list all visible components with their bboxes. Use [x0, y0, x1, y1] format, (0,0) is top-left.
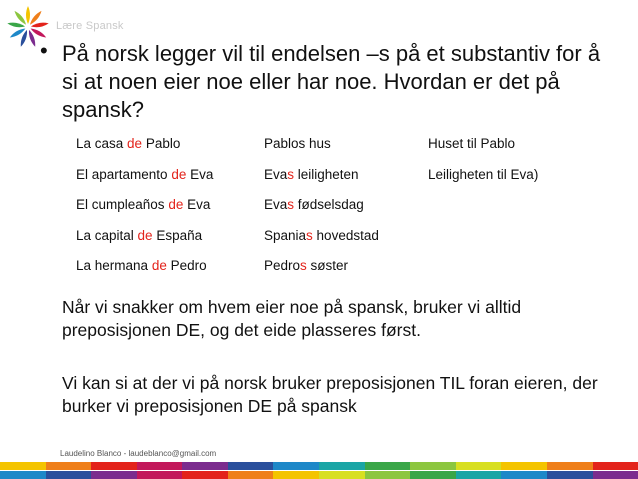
color-stripe-top	[0, 462, 638, 470]
stripe-segment	[46, 471, 92, 479]
spanish-phrase: El apartamento de Eva	[76, 166, 214, 182]
stripe-segment	[182, 462, 228, 470]
color-stripe-bottom	[0, 471, 638, 479]
stripe-segment	[501, 462, 547, 470]
norwegian-til: Huset til Pablo	[428, 136, 516, 151]
spanish-phrase: La casa de Pablo	[76, 136, 181, 151]
spanish-phrase: El cumpleaños de Eva	[76, 197, 211, 212]
highlight-de: de	[168, 197, 184, 212]
highlight-de: de	[127, 136, 143, 151]
bullet-point: •	[40, 38, 48, 63]
norwegian-genitive: Pablos hus	[264, 136, 331, 151]
highlight-de: de	[137, 227, 153, 243]
stripe-segment	[0, 462, 46, 470]
highlight-de: de	[171, 166, 187, 182]
stripe-segment	[273, 471, 319, 479]
stripe-segment	[365, 471, 411, 479]
stripe-segment	[501, 471, 547, 479]
stripe-segment	[91, 471, 137, 479]
norwegian-genitive: Spanias hovedstad	[264, 227, 379, 243]
spanish-phrase: La capital de España	[76, 227, 203, 243]
stripe-segment	[319, 462, 365, 470]
stripe-segment	[182, 471, 228, 479]
footer-credit: Laudelino Blanco - laudeblanco@gmail.com	[60, 449, 217, 458]
stripe-segment	[410, 462, 456, 470]
stripe-segment	[273, 462, 319, 470]
highlight-de: de	[151, 258, 167, 273]
slide-heading: På norsk legger vil til endelsen –s på et substantiv for å si at noen eier noe eller har noe. Hvordan er det på spansk?	[62, 41, 601, 122]
stripe-segment	[456, 462, 502, 470]
highlight-s: s	[300, 258, 307, 273]
explanation-paragraph: Når vi snakker om hvem eier noe på spansk, bruker vi alltid preposisjonen DE, og det eide plasseres først.	[62, 297, 522, 340]
stripe-segment	[593, 462, 638, 470]
spanish-phrase: La hermana de Pedro	[76, 258, 207, 273]
stripe-segment	[547, 471, 593, 479]
stripe-segment	[91, 462, 137, 470]
stripe-segment	[319, 471, 365, 479]
comparison-paragraph: Vi kan si at der vi på norsk bruker preposisjonen TIL foran eieren, der burker vi preposisjonen DE på spansk	[62, 373, 598, 416]
stripe-segment	[547, 462, 593, 470]
highlight-s: s	[306, 227, 313, 243]
norwegian-genitive: Evas fødselsdag	[264, 197, 364, 212]
norwegian-genitive: Evas leiligheten	[264, 166, 359, 182]
stripe-segment	[137, 462, 183, 470]
stripe-segment	[0, 471, 46, 479]
brand-name: Lære Spansk	[56, 20, 124, 32]
stripe-segment	[137, 471, 183, 479]
norwegian-genitive: Pedros søster	[264, 258, 349, 273]
stripe-segment	[228, 462, 274, 470]
stripe-segment	[46, 462, 92, 470]
stripe-segment	[593, 471, 638, 479]
highlight-s: s	[287, 197, 295, 212]
stripe-segment	[410, 471, 456, 479]
norwegian-til: Leiligheten til Eva)	[428, 166, 539, 182]
stripe-segment	[228, 471, 274, 479]
highlight-s: s	[287, 166, 295, 182]
stripe-segment	[456, 471, 502, 479]
stripe-segment	[365, 462, 411, 470]
